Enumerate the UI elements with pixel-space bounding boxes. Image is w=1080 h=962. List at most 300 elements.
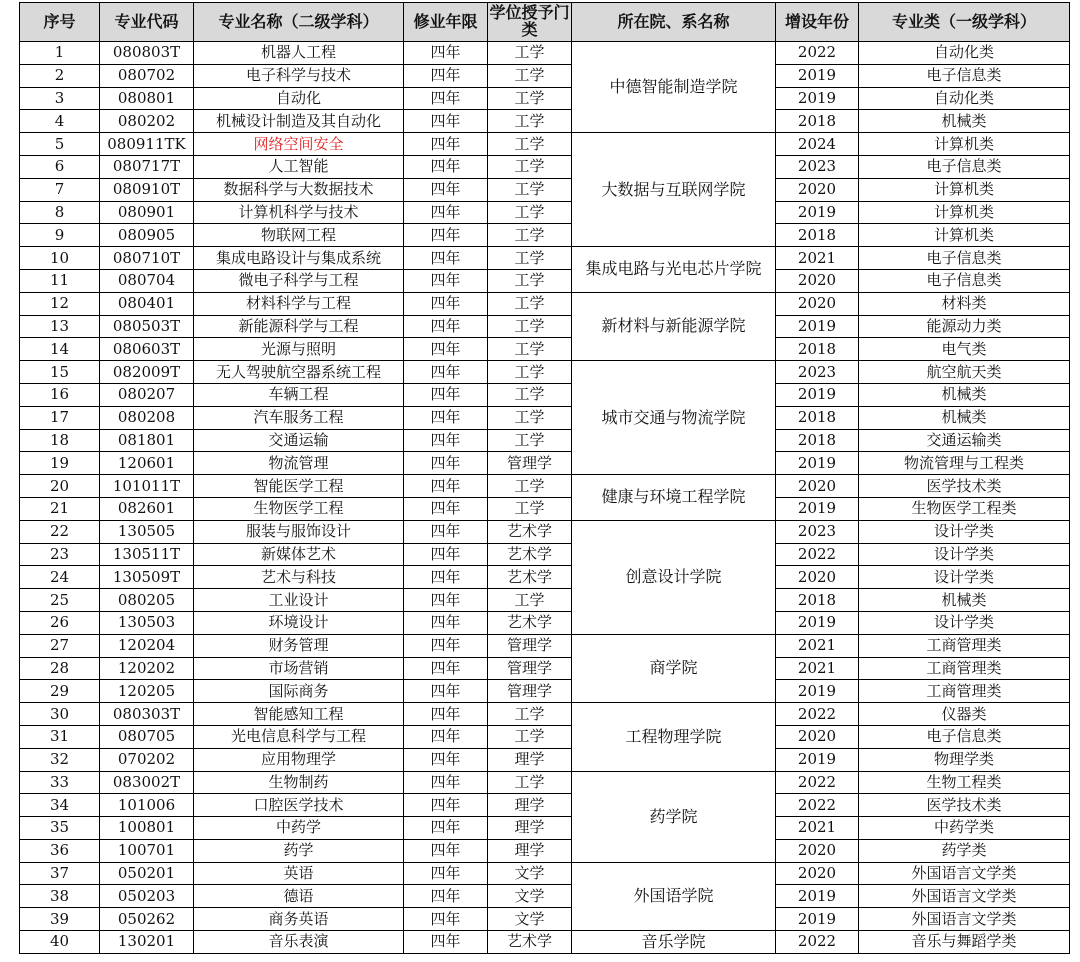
major-code-cell: 120204 (100, 634, 194, 657)
major-name-cell: 工业设计 (194, 589, 404, 612)
major-name-cell: 中药学 (194, 817, 404, 840)
major-code-cell: 080801 (100, 87, 194, 110)
degree-category-cell: 工学 (488, 133, 572, 156)
discipline-category-cell: 计算机类 (859, 178, 1070, 201)
row-number-cell: 13 (20, 315, 100, 338)
department-cell: 外国语学院 (572, 862, 776, 930)
year-added-cell: 2020 (776, 475, 859, 498)
table-row (20, 543, 1070, 566)
row-number-cell: 22 (20, 520, 100, 543)
discipline-category-cell: 电子信息类 (859, 269, 1070, 292)
discipline-category-cell: 物理学类 (859, 748, 1070, 771)
discipline-category-cell: 物流管理与工程类 (859, 452, 1070, 475)
degree-category-cell: 文学 (488, 908, 572, 931)
row-number-cell: 17 (20, 406, 100, 429)
degree-category-cell: 工学 (488, 475, 572, 498)
table-row (20, 862, 1070, 885)
table-row (20, 931, 1070, 954)
major-code-cell: 080905 (100, 224, 194, 247)
table-row (20, 703, 1070, 726)
year-added-cell: 2020 (776, 725, 859, 748)
discipline-category-cell: 设计学类 (859, 520, 1070, 543)
major-code-cell: 080303T (100, 703, 194, 726)
year-added-cell: 2022 (776, 703, 859, 726)
degree-category-cell: 工学 (488, 497, 572, 520)
degree-category-cell: 工学 (488, 87, 572, 110)
discipline-category-cell: 中药学类 (859, 817, 1070, 840)
header-no: 序号 (20, 3, 100, 42)
major-code-cell: 080710T (100, 247, 194, 270)
year-added-cell: 2020 (776, 292, 859, 315)
discipline-category-cell: 工商管理类 (859, 634, 1070, 657)
table-row (20, 748, 1070, 771)
year-added-cell: 2021 (776, 817, 859, 840)
major-name-cell: 网络空间安全 (194, 133, 404, 156)
header-name: 专业名称（二级学科） (194, 3, 404, 42)
year-added-cell: 2019 (776, 680, 859, 703)
year-added-cell: 2019 (776, 748, 859, 771)
table-row (20, 110, 1070, 133)
major-code-cell: 083002T (100, 771, 194, 794)
discipline-category-cell: 外国语言文学类 (859, 862, 1070, 885)
year-added-cell: 2019 (776, 315, 859, 338)
major-name-cell: 电子科学与技术 (194, 64, 404, 87)
header-degree: 学位授予门类 (488, 3, 572, 42)
row-number-cell: 4 (20, 110, 100, 133)
major-name-cell: 微电子科学与工程 (194, 269, 404, 292)
row-number-cell: 14 (20, 338, 100, 361)
year-added-cell: 2019 (776, 885, 859, 908)
major-name-cell: 环境设计 (194, 611, 404, 634)
department-cell: 创意设计学院 (572, 520, 776, 634)
major-code-cell: 050262 (100, 908, 194, 931)
discipline-category-cell: 医学技术类 (859, 794, 1070, 817)
discipline-category-cell: 航空航天类 (859, 361, 1070, 384)
table-row (20, 383, 1070, 406)
year-added-cell: 2023 (776, 155, 859, 178)
degree-category-cell: 工学 (488, 429, 572, 452)
degree-category-cell: 工学 (488, 155, 572, 178)
study-years-cell: 四年 (404, 361, 488, 384)
major-name-cell: 自动化 (194, 87, 404, 110)
study-years-cell: 四年 (404, 452, 488, 475)
degree-category-cell: 工学 (488, 725, 572, 748)
majors-table (19, 2, 1070, 954)
major-code-cell: 050203 (100, 885, 194, 908)
department-cell: 商学院 (572, 634, 776, 702)
major-name-cell: 艺术与科技 (194, 566, 404, 589)
year-added-cell: 2019 (776, 452, 859, 475)
major-code-cell: 080208 (100, 406, 194, 429)
table-row (20, 839, 1070, 862)
degree-category-cell: 工学 (488, 110, 572, 133)
degree-category-cell: 工学 (488, 224, 572, 247)
major-name-cell: 口腔医学技术 (194, 794, 404, 817)
year-added-cell: 2019 (776, 201, 859, 224)
year-added-cell: 2022 (776, 794, 859, 817)
table-row (20, 520, 1070, 543)
department-cell: 集成电路与光电芯片学院 (572, 247, 776, 293)
study-years-cell: 四年 (404, 885, 488, 908)
major-code-cell: 080705 (100, 725, 194, 748)
row-number-cell: 24 (20, 566, 100, 589)
major-code-cell: 080704 (100, 269, 194, 292)
row-number-cell: 37 (20, 862, 100, 885)
major-name-cell: 机器人工程 (194, 42, 404, 65)
major-name-cell: 数据科学与大数据技术 (194, 178, 404, 201)
study-years-cell: 四年 (404, 87, 488, 110)
year-added-cell: 2020 (776, 566, 859, 589)
row-number-cell: 35 (20, 817, 100, 840)
row-number-cell: 39 (20, 908, 100, 931)
degree-category-cell: 工学 (488, 338, 572, 361)
major-code-cell: 082601 (100, 497, 194, 520)
degree-category-cell: 管理学 (488, 680, 572, 703)
discipline-category-cell: 计算机类 (859, 133, 1070, 156)
table-row (20, 497, 1070, 520)
study-years-cell: 四年 (404, 589, 488, 612)
major-name-cell: 光电信息科学与工程 (194, 725, 404, 748)
degree-category-cell: 工学 (488, 247, 572, 270)
study-years-cell: 四年 (404, 110, 488, 133)
degree-category-cell: 文学 (488, 862, 572, 885)
degree-category-cell: 理学 (488, 748, 572, 771)
study-years-cell: 四年 (404, 862, 488, 885)
degree-category-cell: 工学 (488, 64, 572, 87)
row-number-cell: 21 (20, 497, 100, 520)
degree-category-cell: 工学 (488, 42, 572, 65)
degree-category-cell: 工学 (488, 178, 572, 201)
major-code-cell: 070202 (100, 748, 194, 771)
row-number-cell: 16 (20, 383, 100, 406)
table-row (20, 611, 1070, 634)
study-years-cell: 四年 (404, 680, 488, 703)
degree-category-cell: 管理学 (488, 657, 572, 680)
year-added-cell: 2020 (776, 839, 859, 862)
degree-category-cell: 工学 (488, 383, 572, 406)
year-added-cell: 2022 (776, 543, 859, 566)
discipline-category-cell: 机械类 (859, 110, 1070, 133)
major-name-cell: 计算机科学与技术 (194, 201, 404, 224)
row-number-cell: 25 (20, 589, 100, 612)
study-years-cell: 四年 (404, 566, 488, 589)
study-years-cell: 四年 (404, 338, 488, 361)
discipline-category-cell: 自动化类 (859, 87, 1070, 110)
study-years-cell: 四年 (404, 931, 488, 954)
study-years-cell: 四年 (404, 703, 488, 726)
discipline-category-cell: 工商管理类 (859, 657, 1070, 680)
department-cell: 大数据与互联网学院 (572, 133, 776, 247)
study-years-cell: 四年 (404, 771, 488, 794)
discipline-category-cell: 计算机类 (859, 201, 1070, 224)
discipline-category-cell: 材料类 (859, 292, 1070, 315)
major-name-cell: 物流管理 (194, 452, 404, 475)
row-number-cell: 31 (20, 725, 100, 748)
study-years-cell: 四年 (404, 247, 488, 270)
discipline-category-cell: 药学类 (859, 839, 1070, 862)
discipline-category-cell: 电子信息类 (859, 155, 1070, 178)
year-added-cell: 2021 (776, 247, 859, 270)
table-row (20, 406, 1070, 429)
year-added-cell: 2023 (776, 361, 859, 384)
year-added-cell: 2019 (776, 908, 859, 931)
study-years-cell: 四年 (404, 292, 488, 315)
study-years-cell: 四年 (404, 42, 488, 65)
discipline-category-cell: 生物医学工程类 (859, 497, 1070, 520)
degree-category-cell: 理学 (488, 817, 572, 840)
major-code-cell: 101006 (100, 794, 194, 817)
discipline-category-cell: 设计学类 (859, 611, 1070, 634)
study-years-cell: 四年 (404, 178, 488, 201)
degree-category-cell: 管理学 (488, 452, 572, 475)
major-name-cell: 集成电路设计与集成系统 (194, 247, 404, 270)
major-name-cell: 德语 (194, 885, 404, 908)
study-years-cell: 四年 (404, 839, 488, 862)
major-name-cell: 新媒体艺术 (194, 543, 404, 566)
degree-category-cell: 工学 (488, 269, 572, 292)
discipline-category-cell: 外国语言文学类 (859, 885, 1070, 908)
major-code-cell: 080911TK (100, 133, 194, 156)
row-number-cell: 20 (20, 475, 100, 498)
row-number-cell: 5 (20, 133, 100, 156)
year-added-cell: 2021 (776, 634, 859, 657)
major-code-cell: 101011T (100, 475, 194, 498)
discipline-category-cell: 机械类 (859, 589, 1070, 612)
major-name-cell: 智能感知工程 (194, 703, 404, 726)
department-cell: 健康与环境工程学院 (572, 475, 776, 521)
row-number-cell: 40 (20, 931, 100, 954)
major-name-cell: 应用物理学 (194, 748, 404, 771)
discipline-category-cell: 电子信息类 (859, 247, 1070, 270)
table-row (20, 292, 1070, 315)
degree-category-cell: 工学 (488, 201, 572, 224)
row-number-cell: 36 (20, 839, 100, 862)
year-added-cell: 2019 (776, 64, 859, 87)
discipline-category-cell: 电子信息类 (859, 64, 1070, 87)
year-added-cell: 2019 (776, 87, 859, 110)
study-years-cell: 四年 (404, 657, 488, 680)
study-years-cell: 四年 (404, 133, 488, 156)
table-row (20, 725, 1070, 748)
study-years-cell: 四年 (404, 908, 488, 931)
row-number-cell: 19 (20, 452, 100, 475)
major-name-cell: 生物制药 (194, 771, 404, 794)
year-added-cell: 2018 (776, 224, 859, 247)
row-number-cell: 6 (20, 155, 100, 178)
table-row (20, 64, 1070, 87)
major-name-cell: 智能医学工程 (194, 475, 404, 498)
degree-category-cell: 工学 (488, 361, 572, 384)
table-row (20, 794, 1070, 817)
study-years-cell: 四年 (404, 269, 488, 292)
row-number-cell: 10 (20, 247, 100, 270)
degree-category-cell: 管理学 (488, 634, 572, 657)
study-years-cell: 四年 (404, 475, 488, 498)
row-number-cell: 15 (20, 361, 100, 384)
row-number-cell: 11 (20, 269, 100, 292)
major-code-cell: 080803T (100, 42, 194, 65)
study-years-cell: 四年 (404, 224, 488, 247)
year-added-cell: 2018 (776, 429, 859, 452)
table-row (20, 133, 1070, 156)
row-number-cell: 26 (20, 611, 100, 634)
major-code-cell: 080207 (100, 383, 194, 406)
department-cell: 工程物理学院 (572, 703, 776, 771)
row-number-cell: 28 (20, 657, 100, 680)
major-code-cell: 080202 (100, 110, 194, 133)
major-name-cell: 光源与照明 (194, 338, 404, 361)
degree-category-cell: 艺术学 (488, 543, 572, 566)
table-row (20, 429, 1070, 452)
row-number-cell: 34 (20, 794, 100, 817)
study-years-cell: 四年 (404, 794, 488, 817)
table-row (20, 42, 1070, 65)
table-row (20, 589, 1070, 612)
major-name-cell: 材料科学与工程 (194, 292, 404, 315)
study-years-cell: 四年 (404, 64, 488, 87)
discipline-category-cell: 生物工程类 (859, 771, 1070, 794)
study-years-cell: 四年 (404, 201, 488, 224)
department-cell: 中德智能制造学院 (572, 42, 776, 133)
discipline-category-cell: 机械类 (859, 383, 1070, 406)
table-row (20, 566, 1070, 589)
degree-category-cell: 工学 (488, 589, 572, 612)
discipline-category-cell: 计算机类 (859, 224, 1070, 247)
department-cell: 音乐学院 (572, 931, 776, 954)
table-row (20, 680, 1070, 703)
table-header (20, 3, 1070, 42)
degree-category-cell: 艺术学 (488, 931, 572, 954)
degree-category-cell: 理学 (488, 794, 572, 817)
study-years-cell: 四年 (404, 748, 488, 771)
row-number-cell: 2 (20, 64, 100, 87)
discipline-category-cell: 外国语言文学类 (859, 908, 1070, 931)
major-code-cell: 080205 (100, 589, 194, 612)
table-row (20, 224, 1070, 247)
row-number-cell: 8 (20, 201, 100, 224)
study-years-cell: 四年 (404, 725, 488, 748)
discipline-category-cell: 设计学类 (859, 566, 1070, 589)
header-year-added: 增设年份 (776, 3, 859, 42)
discipline-category-cell: 自动化类 (859, 42, 1070, 65)
row-number-cell: 1 (20, 42, 100, 65)
table-row (20, 201, 1070, 224)
major-code-cell: 100701 (100, 839, 194, 862)
major-name-cell: 药学 (194, 839, 404, 862)
year-added-cell: 2018 (776, 110, 859, 133)
degree-category-cell: 艺术学 (488, 611, 572, 634)
major-name-cell: 国际商务 (194, 680, 404, 703)
study-years-cell: 四年 (404, 155, 488, 178)
discipline-category-cell: 机械类 (859, 406, 1070, 429)
year-added-cell: 2018 (776, 406, 859, 429)
major-name-cell: 人工智能 (194, 155, 404, 178)
major-code-cell: 080910T (100, 178, 194, 201)
major-code-cell: 100801 (100, 817, 194, 840)
row-number-cell: 33 (20, 771, 100, 794)
table-row (20, 817, 1070, 840)
major-code-cell: 130503 (100, 611, 194, 634)
discipline-category-cell: 工商管理类 (859, 680, 1070, 703)
discipline-category-cell: 能源动力类 (859, 315, 1070, 338)
year-added-cell: 2019 (776, 611, 859, 634)
header-years: 修业年限 (404, 3, 488, 42)
study-years-cell: 四年 (404, 429, 488, 452)
discipline-category-cell: 仪器类 (859, 703, 1070, 726)
major-code-cell: 120202 (100, 657, 194, 680)
discipline-category-cell: 交通运输类 (859, 429, 1070, 452)
major-code-cell: 080401 (100, 292, 194, 315)
major-code-cell: 130509T (100, 566, 194, 589)
row-number-cell: 29 (20, 680, 100, 703)
major-code-cell: 080603T (100, 338, 194, 361)
major-code-cell: 120205 (100, 680, 194, 703)
study-years-cell: 四年 (404, 315, 488, 338)
table-row (20, 885, 1070, 908)
major-code-cell: 080717T (100, 155, 194, 178)
discipline-category-cell: 设计学类 (859, 543, 1070, 566)
major-name-cell: 交通运输 (194, 429, 404, 452)
year-added-cell: 2019 (776, 497, 859, 520)
discipline-category-cell: 电气类 (859, 338, 1070, 361)
major-name-cell: 新能源科学与工程 (194, 315, 404, 338)
study-years-cell: 四年 (404, 497, 488, 520)
degree-category-cell: 工学 (488, 771, 572, 794)
study-years-cell: 四年 (404, 543, 488, 566)
major-name-cell: 车辆工程 (194, 383, 404, 406)
major-code-cell: 080702 (100, 64, 194, 87)
table-row (20, 657, 1070, 680)
table-row (20, 178, 1070, 201)
degree-category-cell: 文学 (488, 885, 572, 908)
major-code-cell: 120601 (100, 452, 194, 475)
major-name-cell: 英语 (194, 862, 404, 885)
major-code-cell: 081801 (100, 429, 194, 452)
table-row (20, 634, 1070, 657)
row-number-cell: 38 (20, 885, 100, 908)
major-code-cell: 130505 (100, 520, 194, 543)
row-number-cell: 9 (20, 224, 100, 247)
year-added-cell: 2024 (776, 133, 859, 156)
degree-category-cell: 工学 (488, 703, 572, 726)
study-years-cell: 四年 (404, 383, 488, 406)
header-category: 专业类（一级学科） (859, 3, 1070, 42)
department-cell: 新材料与新能源学院 (572, 292, 776, 360)
major-code-cell: 050201 (100, 862, 194, 885)
discipline-category-cell: 电子信息类 (859, 725, 1070, 748)
row-number-cell: 7 (20, 178, 100, 201)
year-added-cell: 2020 (776, 178, 859, 201)
table-row (20, 87, 1070, 110)
major-name-cell: 汽车服务工程 (194, 406, 404, 429)
row-number-cell: 27 (20, 634, 100, 657)
major-name-cell: 物联网工程 (194, 224, 404, 247)
year-added-cell: 2020 (776, 862, 859, 885)
row-number-cell: 30 (20, 703, 100, 726)
row-number-cell: 32 (20, 748, 100, 771)
major-name-cell: 服装与服饰设计 (194, 520, 404, 543)
degree-category-cell: 工学 (488, 315, 572, 338)
table-row (20, 269, 1070, 292)
table-row (20, 771, 1070, 794)
discipline-category-cell: 医学技术类 (859, 475, 1070, 498)
table-row (20, 315, 1070, 338)
year-added-cell: 2021 (776, 657, 859, 680)
major-code-cell: 082009T (100, 361, 194, 384)
major-code-cell: 130511T (100, 543, 194, 566)
table-row (20, 247, 1070, 270)
row-number-cell: 3 (20, 87, 100, 110)
